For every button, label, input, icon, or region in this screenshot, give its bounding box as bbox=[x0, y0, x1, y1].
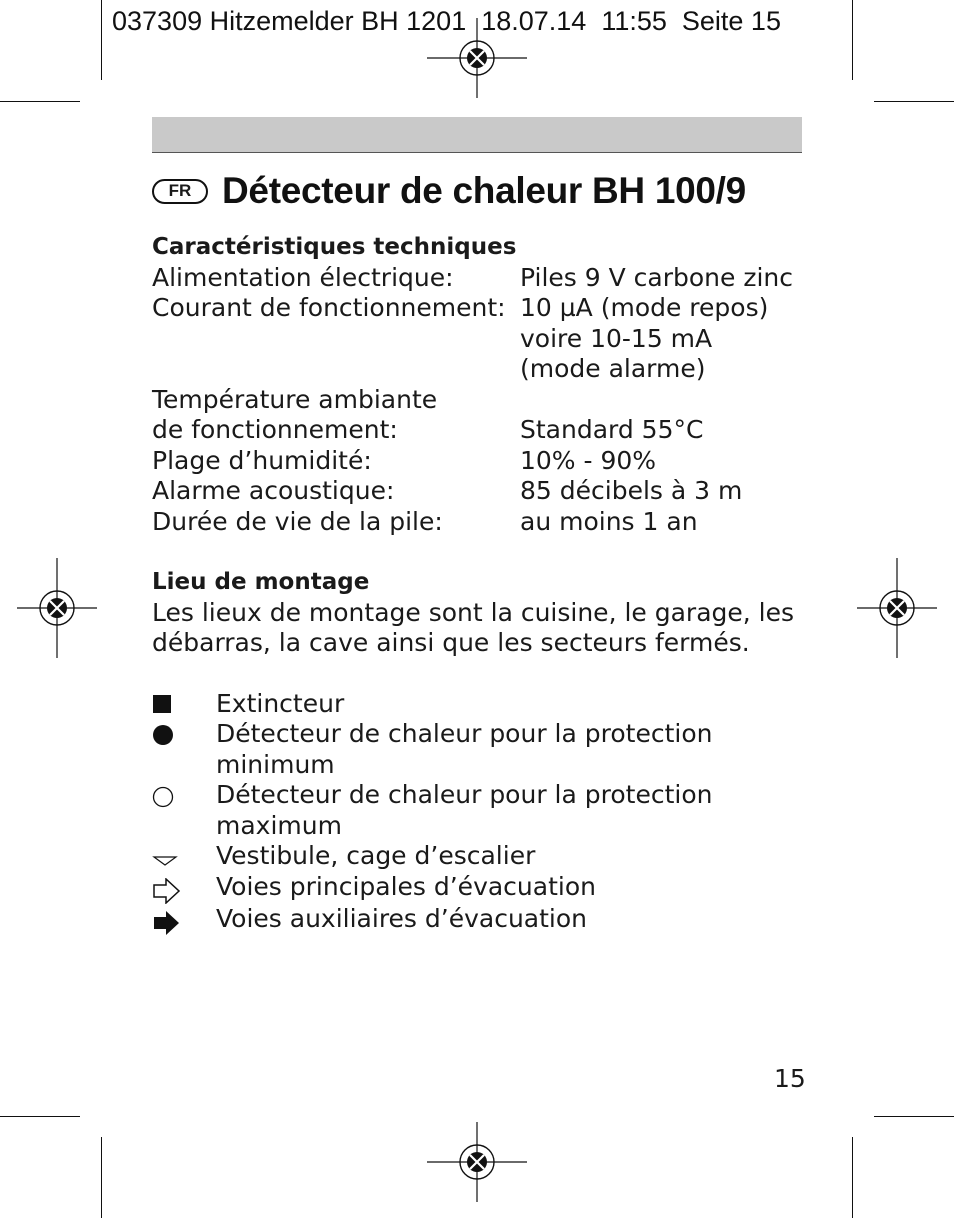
legend-list bbox=[152, 689, 812, 936]
open-circle-icon bbox=[152, 780, 216, 841]
crop-mark bbox=[101, 1137, 102, 1218]
spec-label: Courant de fonctionnement: bbox=[152, 293, 506, 322]
registration-mark-icon bbox=[427, 18, 527, 98]
crop-mark bbox=[852, 1137, 853, 1218]
spec-row bbox=[152, 476, 812, 507]
spec-value: Standard 55°C bbox=[520, 415, 704, 444]
legend-text: Détecteur de chaleur pour la protection maximum bbox=[216, 780, 713, 840]
spec-row bbox=[152, 293, 812, 385]
crop-mark bbox=[0, 1116, 80, 1117]
spec-label: Température ambiante de fonctionnement: bbox=[152, 384, 438, 444]
filled-square-icon bbox=[152, 689, 216, 720]
legend-text: Vestibule, cage d’escalier bbox=[216, 841, 536, 870]
page-number: 15 bbox=[774, 1064, 806, 1093]
legend-text: Voies auxiliaires d’évacuation bbox=[216, 903, 588, 933]
registration-mark-icon bbox=[427, 1122, 527, 1202]
spec-value: 85 décibels à 3 m bbox=[520, 476, 743, 505]
spec-label: Plage d’humidité: bbox=[152, 445, 372, 475]
registration-mark-icon bbox=[17, 558, 97, 658]
spec-value: au moins 1 an bbox=[520, 506, 698, 536]
list-item bbox=[152, 841, 812, 872]
title-row bbox=[152, 170, 746, 212]
list-item bbox=[152, 872, 812, 904]
spec-value: 10% - 90% bbox=[520, 445, 657, 475]
spec-row bbox=[152, 446, 812, 477]
legend-text: Voies principales d’évacuation bbox=[216, 871, 596, 901]
filled-arrow-icon bbox=[152, 904, 216, 936]
legend-text: Extincteur bbox=[216, 688, 345, 718]
spec-label: Alimentation électrique: bbox=[152, 262, 454, 292]
spec-label: Alarme acoustique: bbox=[152, 476, 395, 505]
crop-mark bbox=[852, 0, 853, 80]
list-item bbox=[152, 719, 812, 780]
spec-row bbox=[152, 507, 812, 538]
section-header-bar bbox=[152, 117, 802, 153]
printer-slug: 037309 Hitzemelder BH 1201 18.07.14 11:55 Seite 15 bbox=[112, 6, 781, 36]
spec-row bbox=[152, 263, 812, 294]
crop-mark bbox=[101, 0, 102, 80]
registration-mark-icon bbox=[857, 558, 937, 658]
open-arrow-icon bbox=[152, 872, 216, 904]
legend-text: Détecteur de chaleur pour la protection minimum bbox=[216, 719, 713, 779]
list-item bbox=[152, 689, 812, 720]
spec-label: Durée de vie de la pile: bbox=[152, 506, 443, 536]
language-badge: FR bbox=[152, 179, 208, 204]
open-triangle-icon bbox=[152, 841, 216, 872]
crop-mark bbox=[0, 101, 80, 102]
filled-circle-icon bbox=[152, 719, 216, 780]
spec-row bbox=[152, 385, 812, 446]
crop-mark bbox=[874, 101, 954, 102]
main-content bbox=[152, 232, 812, 936]
mounting-heading: Lieu de montage bbox=[152, 569, 370, 595]
spec-table bbox=[152, 263, 812, 538]
crop-mark bbox=[874, 1116, 954, 1117]
mounting-text: Les lieux de montage sont la cuisine, le garage, les débarras, la cave ainsi que les secteurs fermés. bbox=[152, 597, 795, 657]
tech-specs-heading: Caractéristiques techniques bbox=[152, 234, 517, 260]
list-item bbox=[152, 904, 812, 936]
spec-value: Piles 9 V carbone zinc bbox=[520, 262, 794, 292]
spec-value: 10 µA (mode repos) voire 10-15 mA (mode alarme) bbox=[520, 293, 769, 383]
page-title: Détecteur de chaleur BH 100/9 bbox=[222, 170, 746, 211]
list-item bbox=[152, 780, 812, 841]
